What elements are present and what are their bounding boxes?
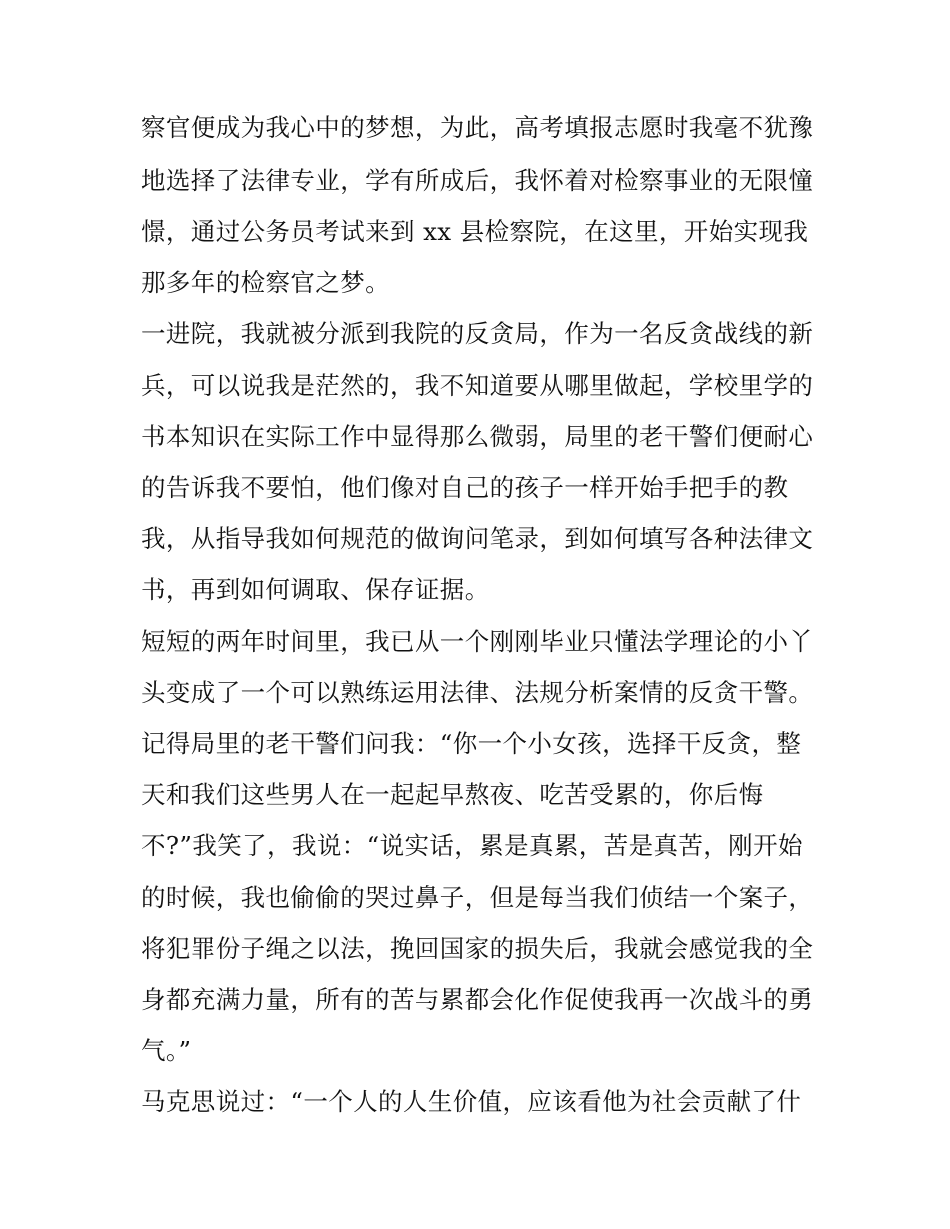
text-line: 头变成了一个可以熟练运用法律、法规分析案情的反贪干警。 bbox=[141, 678, 814, 707]
text-line: 兵，可以说我是茫然的，我不知道要从哪里做起，学校里学的 bbox=[141, 371, 814, 400]
text-line: 我，从指导我如何规范的做询问笔录，到如何填写各种法律文 bbox=[141, 524, 814, 553]
text-line: 短短的两年时间里，我已从一个刚刚毕业只懂法学理论的小丫 bbox=[141, 627, 814, 656]
text-line: 气。” bbox=[141, 1036, 192, 1065]
text-line: 将犯罪份子绳之以法，挽回国家的损失后，我就会感觉我的全 bbox=[141, 934, 814, 963]
text-line: 书本知识在实际工作中显得那么微弱，局里的老干警们便耐心 bbox=[141, 422, 814, 451]
text-line: 地选择了法律专业，学有所成后，我怀着对检察事业的无限憧 bbox=[141, 166, 814, 195]
text-line: 那多年的检察官之梦。 bbox=[141, 268, 390, 297]
text-line: 记得局里的老干警们问我：“你一个小女孩，选择干反贪，整 bbox=[141, 729, 802, 758]
text-line: 不?”我笑了，我说：“说实话，累是真累，苦是真苦，刚开始 bbox=[141, 831, 803, 860]
text-line: 的告诉我不要怕，他们像对自己的孩子一样开始手把手的教 bbox=[141, 473, 789, 502]
text-line: 马克思说过：“一个人的人生价值，应该看他为社会贡献了什 bbox=[141, 1087, 802, 1116]
text-line: 一进院，我就被分派到我院的反贪局，作为一名反贪战线的新 bbox=[141, 319, 814, 348]
text-line: 的时候，我也偷偷的哭过鼻子，但是每当我们侦结一个案子， bbox=[141, 883, 814, 912]
text-line: 身都充满力量，所有的苦与累都会化作促使我再一次战斗的勇 bbox=[141, 985, 814, 1014]
text-line: 察官便成为我心中的梦想，为此，高考填报志愿时我毫不犹豫 bbox=[141, 113, 814, 142]
text-line: 憬，通过公务员考试来到 xx 县检察院，在这里，开始实现我 bbox=[141, 217, 809, 246]
text-line: 天和我们这些男人在一起起早熬夜、吃苦受累的，你后悔 bbox=[141, 780, 764, 809]
text-line: 书，再到如何调取、保存证据。 bbox=[141, 575, 490, 604]
